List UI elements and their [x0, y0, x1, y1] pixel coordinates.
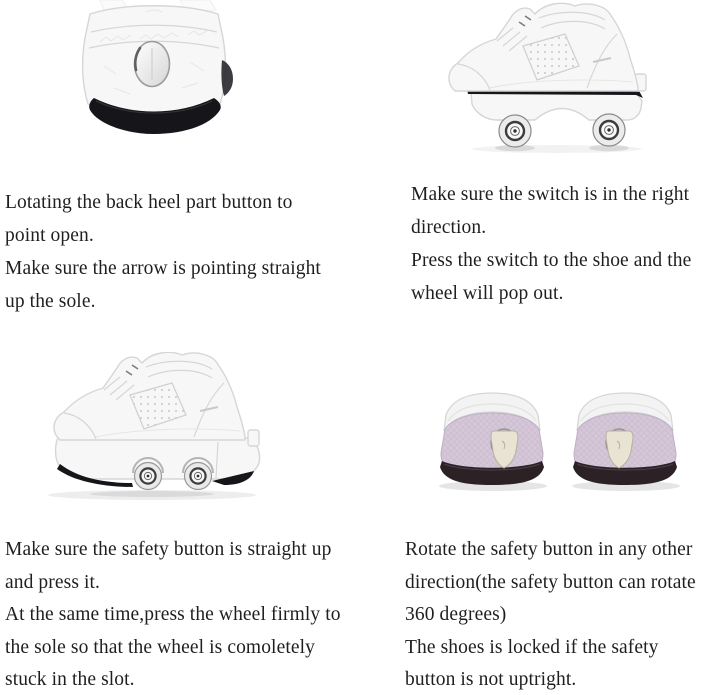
caption-line: Rotate the safety button in any other — [405, 539, 693, 560]
roller-wheel-front — [499, 115, 531, 147]
heel-pair-illustration — [430, 383, 705, 507]
heel-closeup-illustration — [70, 0, 238, 140]
heel-button-closeup-photo — [70, 0, 238, 140]
heel-release-button — [135, 42, 170, 87]
roller-wheel-rear — [593, 114, 625, 146]
shoe-wheels-retracted-photo — [40, 352, 312, 502]
caption-switch-direction — [411, 178, 691, 310]
ground-shadow — [90, 491, 214, 497]
caption-press-wheel-into-slot — [5, 534, 341, 695]
retracted-wheel-rear — [183, 458, 213, 490]
caption-line: 360 degrees) — [405, 604, 507, 625]
caption-line: The shoes is locked if the safety — [405, 636, 659, 658]
caption-line: Press the switch to the shoe and the — [411, 250, 692, 271]
heel-pair-safety-buttons-photo — [430, 383, 705, 507]
caption-line: button is not uptright. — [405, 669, 577, 690]
caption-line: direction(the safety button can rotate — [405, 571, 696, 593]
wheels-out-illustration — [437, 0, 665, 154]
caption-open-heel-button — [5, 186, 321, 318]
caption-rotate-to-lock — [405, 534, 696, 695]
caption-line: up the sole. — [5, 291, 96, 312]
shoe-wheels-out-photo — [437, 0, 665, 154]
caption-line: Lotating the back heel part button to — [5, 192, 293, 213]
caption-line: Make sure the safety button is straight up — [5, 539, 332, 560]
caption-line: direction. — [411, 217, 487, 238]
left-heel — [440, 393, 544, 485]
heel-kick-tab — [248, 430, 259, 446]
caption-line: wheel will pop out. — [411, 283, 564, 304]
caption-line: and press it. — [5, 571, 100, 593]
caption-line: stuck in the slot. — [5, 669, 135, 690]
caption-line: At the same time,press the wheel firmly to — [5, 604, 341, 625]
caption-line: the sole so that the wheel is comoletely — [5, 636, 315, 658]
caption-line: Make sure the switch is in the right — [411, 184, 690, 205]
retracted-wheel-front — [133, 458, 163, 490]
wheels-in-illustration — [40, 352, 312, 502]
right-heel — [573, 393, 677, 485]
caption-line: Make sure the arrow is pointing straight — [5, 258, 321, 279]
side-sole-shadow — [221, 60, 233, 96]
caption-line: point open. — [5, 225, 94, 246]
